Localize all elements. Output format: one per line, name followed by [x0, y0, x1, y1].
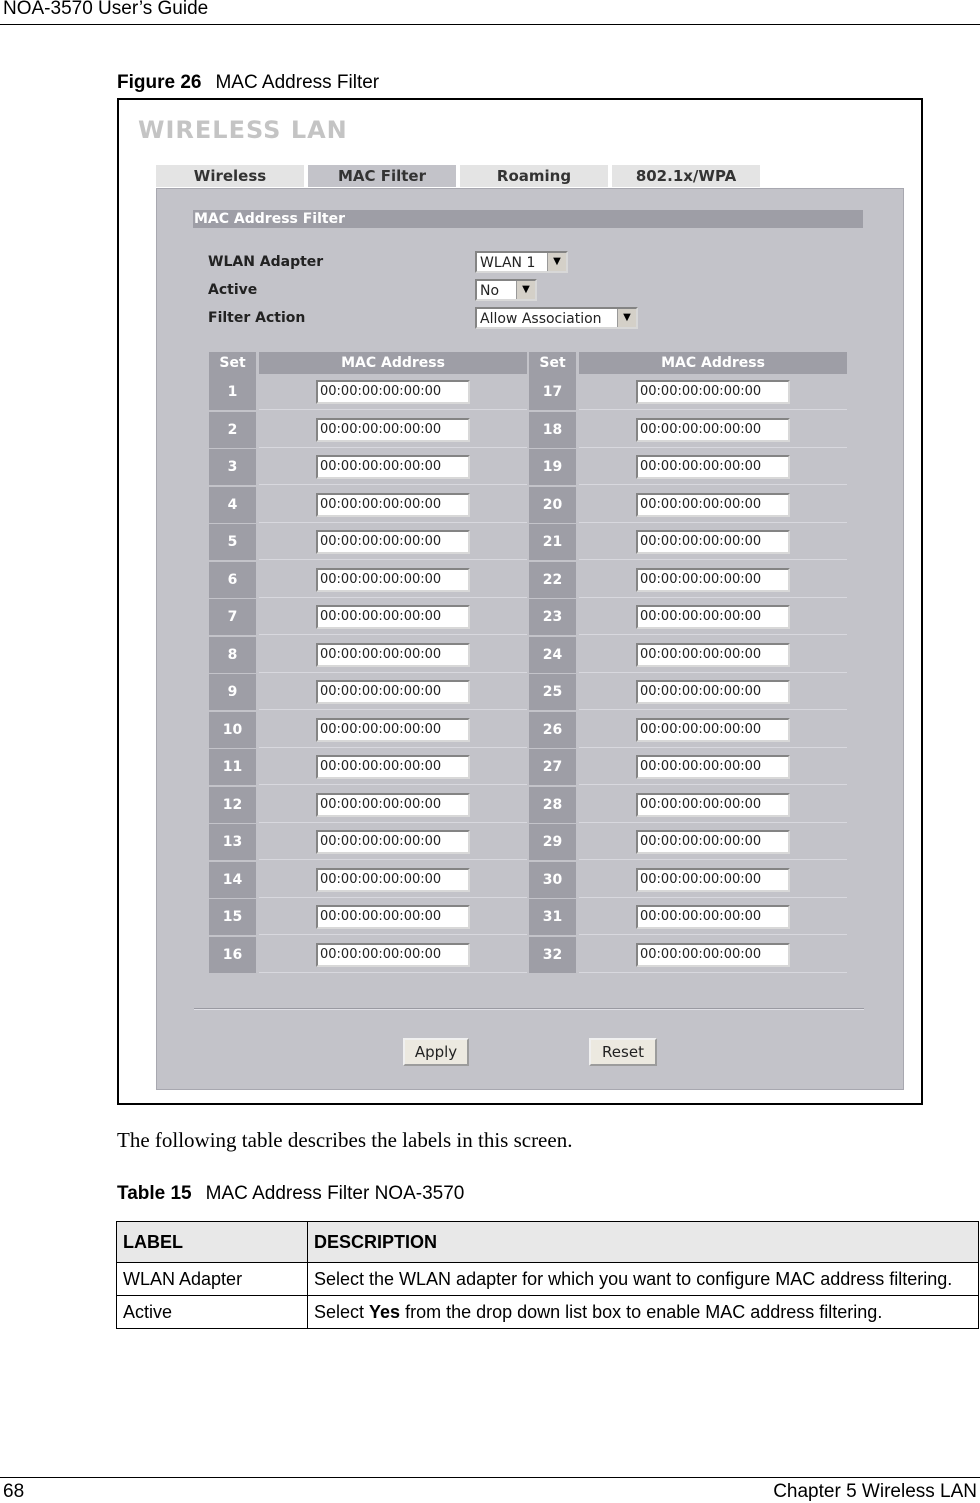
reset-button[interactable]: Reset — [589, 1038, 657, 1066]
mac-address-input[interactable]: 00:00:00:00:00:00 — [316, 755, 470, 779]
table-row — [529, 712, 847, 748]
table-row — [209, 599, 527, 635]
table-row — [209, 449, 527, 485]
table-row — [529, 487, 847, 523]
column-header-mac: MAC Address — [259, 352, 527, 374]
row-description — [308, 1296, 979, 1329]
wlan-adapter-label: WLAN Adapter — [208, 254, 324, 270]
screen-title: WIRELESS LAN — [138, 116, 348, 144]
set-number: 24 — [529, 637, 576, 673]
mac-address-input[interactable]: 00:00:00:00:00:00 — [316, 680, 470, 704]
mac-cell — [579, 562, 847, 598]
figure-caption — [117, 72, 379, 94]
divider — [194, 1008, 864, 1010]
set-number: 16 — [209, 937, 256, 973]
chevron-down-icon[interactable]: ▼ — [516, 281, 535, 299]
set-number: 3 — [209, 449, 256, 485]
mac-cell — [579, 749, 847, 785]
chapter-title: Chapter 5 Wireless LAN — [773, 1481, 977, 1502]
table-row — [529, 412, 847, 448]
header-label: LABEL — [117, 1222, 308, 1263]
mac-address-input[interactable]: 00:00:00:00:00:00 — [316, 605, 470, 629]
mac-address-input[interactable]: 00:00:00:00:00:00 — [316, 868, 470, 892]
table-row — [209, 524, 527, 560]
mac-address-input[interactable]: 00:00:00:00:00:00 — [636, 868, 790, 892]
section-title-bar — [193, 210, 863, 228]
chevron-down-icon[interactable]: ▼ — [617, 309, 636, 327]
page-header — [0, 0, 980, 25]
mac-cell — [579, 524, 847, 560]
set-number: 27 — [529, 749, 576, 785]
table-row — [529, 937, 847, 973]
mac-address-input[interactable]: 00:00:00:00:00:00 — [316, 793, 470, 817]
mac-cell — [579, 824, 847, 860]
tab-roaming[interactable]: Roaming — [460, 165, 608, 187]
desc-text: Select — [314, 1301, 370, 1322]
set-number: 23 — [529, 599, 576, 635]
set-number: 18 — [529, 412, 576, 448]
table-row — [529, 637, 847, 673]
set-number: 19 — [529, 449, 576, 485]
screenshot-frame — [117, 98, 923, 1105]
tab-mac-filter[interactable]: MAC Filter — [308, 165, 456, 187]
mac-cell — [259, 412, 527, 448]
mac-address-input[interactable]: 00:00:00:00:00:00 — [316, 905, 470, 929]
table-row — [529, 749, 847, 785]
set-number: 21 — [529, 524, 576, 560]
mac-cell — [259, 487, 527, 523]
filter-action-value: Allow Association — [480, 311, 602, 327]
mac-address-input[interactable]: 00:00:00:00:00:00 — [636, 680, 790, 704]
set-number: 10 — [209, 712, 256, 748]
table-row — [529, 599, 847, 635]
mac-cell — [579, 674, 847, 710]
table-row — [209, 674, 527, 710]
mac-address-input[interactable]: 00:00:00:00:00:00 — [316, 943, 470, 967]
wlan-adapter-value: WLAN 1 — [480, 255, 536, 271]
mac-address-input[interactable]: 00:00:00:00:00:00 — [316, 380, 470, 404]
chevron-down-icon[interactable]: ▼ — [547, 253, 566, 271]
set-number: 31 — [529, 899, 576, 935]
set-number: 9 — [209, 674, 256, 710]
table-row — [209, 937, 527, 973]
mac-cell — [579, 487, 847, 523]
table-caption — [117, 1183, 464, 1205]
page-number: 68 — [3, 1481, 25, 1502]
table-title: MAC Address Filter NOA-3570 — [205, 1183, 465, 1204]
mac-address-input[interactable]: 00:00:00:00:00:00 — [636, 755, 790, 779]
mac-cell — [259, 787, 527, 823]
table-row — [209, 787, 527, 823]
mac-address-input[interactable]: 00:00:00:00:00:00 — [636, 905, 790, 929]
mac-cell — [259, 374, 527, 410]
set-number: 11 — [209, 749, 256, 785]
mac-cell — [259, 524, 527, 560]
guide-title: NOA-3570 User’s Guide — [3, 0, 209, 19]
header-description: DESCRIPTION — [308, 1222, 979, 1263]
filter-action-label: Filter Action — [208, 310, 306, 326]
mac-address-input[interactable]: 00:00:00:00:00:00 — [316, 493, 470, 517]
column-header-set: Set — [209, 352, 256, 374]
set-number: 29 — [529, 824, 576, 860]
mac-address-input[interactable]: 00:00:00:00:00:00 — [316, 718, 470, 742]
table-row — [529, 674, 847, 710]
mac-address-input[interactable]: 00:00:00:00:00:00 — [316, 455, 470, 479]
column-header-mac: MAC Address — [579, 352, 847, 374]
mac-address-input[interactable]: 00:00:00:00:00:00 — [316, 530, 470, 554]
mac-cell — [579, 787, 847, 823]
table-row — [209, 562, 527, 598]
mac-cell — [579, 412, 847, 448]
table-row — [529, 824, 847, 860]
mac-cell — [579, 374, 847, 410]
mac-cell — [259, 824, 527, 860]
mac-address-input[interactable]: 00:00:00:00:00:00 — [316, 830, 470, 854]
mac-address-input[interactable]: 00:00:00:00:00:00 — [636, 493, 790, 517]
table-row — [209, 374, 527, 410]
table-row — [529, 862, 847, 898]
set-number: 26 — [529, 712, 576, 748]
row-label: WLAN Adapter — [117, 1263, 308, 1296]
mac-address-input[interactable]: 00:00:00:00:00:00 — [636, 793, 790, 817]
mac-address-input[interactable]: 00:00:00:00:00:00 — [636, 718, 790, 742]
mac-address-input[interactable]: 00:00:00:00:00:00 — [636, 568, 790, 592]
desc-text: from the drop down list box to enable MAC address filtering. — [400, 1301, 883, 1322]
mac-cell — [259, 862, 527, 898]
mac-cell — [259, 637, 527, 673]
mac-cell — [579, 712, 847, 748]
mac-cell — [579, 899, 847, 935]
table-row — [209, 899, 527, 935]
wlan-adapter-select[interactable] — [475, 251, 568, 273]
section-title: MAC Address Filter — [194, 211, 345, 227]
mac-cell — [259, 749, 527, 785]
mac-address-input[interactable]: 00:00:00:00:00:00 — [636, 530, 790, 554]
figure-title: MAC Address Filter — [215, 72, 380, 93]
table-label: Table 15 — [117, 1183, 192, 1204]
table-row — [209, 712, 527, 748]
table-row — [117, 1296, 979, 1329]
mac-cell — [259, 674, 527, 710]
table-row — [529, 787, 847, 823]
table-row — [209, 412, 527, 448]
set-number: 17 — [529, 374, 576, 410]
table-row — [529, 899, 847, 935]
mac-cell — [579, 599, 847, 635]
table-row — [209, 487, 527, 523]
mac-cell — [259, 562, 527, 598]
mac-address-input[interactable]: 00:00:00:00:00:00 — [636, 643, 790, 667]
table-row — [117, 1263, 979, 1296]
set-number: 5 — [209, 524, 256, 560]
mac-cell — [579, 637, 847, 673]
set-number: 32 — [529, 937, 576, 973]
set-number: 25 — [529, 674, 576, 710]
row-label: Active — [117, 1296, 308, 1329]
row-description: Select the WLAN adapter for which you want to configure MAC address filtering. — [308, 1263, 979, 1296]
set-number: 30 — [529, 862, 576, 898]
set-number: 20 — [529, 487, 576, 523]
active-value: No — [480, 283, 500, 299]
mac-address-input[interactable]: 00:00:00:00:00:00 — [636, 455, 790, 479]
table-row — [529, 374, 847, 410]
table-row — [209, 637, 527, 673]
apply-button[interactable]: Apply — [403, 1038, 469, 1066]
mac-cell — [579, 449, 847, 485]
table-row — [209, 824, 527, 860]
set-number: 2 — [209, 412, 256, 448]
description-table — [116, 1221, 979, 1329]
set-number: 22 — [529, 562, 576, 598]
filter-action-select[interactable] — [475, 307, 638, 329]
set-number: 7 — [209, 599, 256, 635]
mac-address-input[interactable]: 00:00:00:00:00:00 — [316, 643, 470, 667]
active-select[interactable] — [475, 279, 537, 301]
table-row — [529, 562, 847, 598]
mac-cell — [259, 449, 527, 485]
set-number: 1 — [209, 374, 256, 410]
mac-filter-panel — [156, 188, 904, 1090]
mac-address-input[interactable]: 00:00:00:00:00:00 — [636, 605, 790, 629]
active-label: Active — [208, 282, 258, 298]
mac-address-input[interactable]: 00:00:00:00:00:00 — [636, 943, 790, 967]
table-row — [529, 524, 847, 560]
set-number: 8 — [209, 637, 256, 673]
mac-address-input[interactable]: 00:00:00:00:00:00 — [636, 418, 790, 442]
mac-address-input[interactable]: 00:00:00:00:00:00 — [316, 568, 470, 592]
mac-cell — [579, 862, 847, 898]
table-row — [209, 749, 527, 785]
desc-bold: Yes — [369, 1301, 401, 1322]
set-number: 4 — [209, 487, 256, 523]
mac-address-input[interactable]: 00:00:00:00:00:00 — [316, 418, 470, 442]
mac-cell — [579, 937, 847, 973]
page-footer — [0, 1477, 980, 1502]
set-number: 28 — [529, 787, 576, 823]
table-row — [209, 862, 527, 898]
mac-address-input[interactable]: 00:00:00:00:00:00 — [636, 380, 790, 404]
tab-8021x-wpa[interactable]: 802.1x/WPA — [612, 165, 760, 187]
mac-cell — [259, 599, 527, 635]
tab-wireless[interactable]: Wireless — [156, 165, 304, 187]
table-row — [529, 449, 847, 485]
mac-cell — [259, 937, 527, 973]
table-header-row — [117, 1222, 979, 1263]
figure-label: Figure 26 — [117, 72, 202, 93]
set-number: 6 — [209, 562, 256, 598]
mac-cell — [259, 899, 527, 935]
set-number: 13 — [209, 824, 256, 860]
mac-address-input[interactable]: 00:00:00:00:00:00 — [636, 830, 790, 854]
set-number: 15 — [209, 899, 256, 935]
set-number: 14 — [209, 862, 256, 898]
column-header-set: Set — [529, 352, 576, 374]
set-number: 12 — [209, 787, 256, 823]
body-paragraph: The following table describes the labels in this screen. — [117, 1128, 573, 1152]
mac-cell — [259, 712, 527, 748]
